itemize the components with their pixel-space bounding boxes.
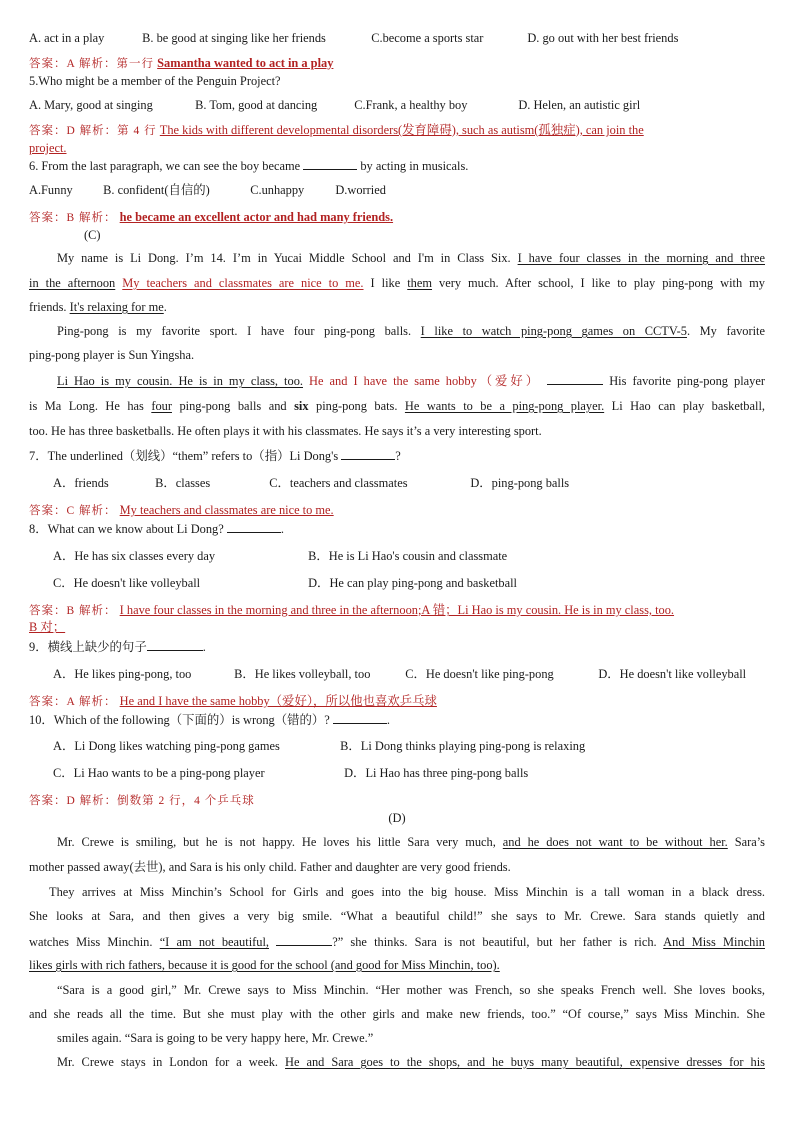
- passage-d-p2-line4: [29, 957, 765, 973]
- passage-d-p1-line2: mother passed away(去世), and Sara is his only child. Father and daughter are very good friends.: [29, 860, 511, 874]
- q8-option-c: C．He doesn't like volleyball: [53, 576, 201, 590]
- section-c-heading: (C): [84, 228, 101, 242]
- q10-option-c: C．Li Hao wants to be a ping-pong player: [53, 766, 265, 780]
- q5-answer-text2: project.: [29, 141, 67, 155]
- passage-d-underlined-shops: He and Sara goes to the shops, and he buys many beautiful, expensive dresses for his: [285, 1055, 765, 1069]
- q10-options-row1: [53, 738, 765, 754]
- passage-d-p4-line1: [29, 1054, 765, 1070]
- passage-d-p3-line1: “Sara is a good girl,” Mr. Crewe says to Miss Minchin. “Her mother was French, so she speaks French well. She loves books,: [57, 983, 765, 997]
- passage-c-text: Li Hao can play basketball,: [611, 399, 765, 413]
- q6-question-post: by acting in musicals.: [360, 159, 469, 173]
- q10-answer-blank[interactable]: [333, 711, 387, 724]
- q4-option-d: D. go out with her best friends: [527, 31, 679, 45]
- passage-c-text: . My favorite: [686, 324, 765, 338]
- q6-option-d: D.worried: [335, 183, 386, 197]
- q6-answer-prefix: 答案：B 解析：: [29, 212, 117, 224]
- passage-d-p2-line3: [29, 933, 765, 950]
- passage-c-p1-line2: [29, 275, 765, 291]
- q6-answer-text: he became an excellent actor and had many friends.: [119, 210, 394, 224]
- passage-c-text: ping-pong balls and: [179, 399, 287, 413]
- q5-answer: [29, 122, 765, 139]
- q8-answer-text1: I have four classes in the morning and three in the afternoon;A 错；Li Hao is my cousin. He is in my class, too.: [119, 603, 675, 617]
- q4-answer-text: Samantha wanted to act in a play: [157, 56, 334, 70]
- q9-answer: [29, 693, 765, 710]
- q10-options-row2: [53, 765, 765, 781]
- q5-option-d: D. Helen, an autistic girl: [518, 98, 641, 112]
- q8-answer-cont: [29, 619, 765, 635]
- passage-c-p3-line1: [29, 372, 765, 389]
- passage-c-underlined-four: four: [151, 399, 172, 413]
- q8-answer: [29, 602, 765, 619]
- passage-c-p3-line2: [29, 398, 765, 414]
- passage-d-underlined-minchin: And Miss Minchin: [663, 935, 765, 949]
- q9-option-d: D．He doesn't like volleyball: [598, 667, 747, 681]
- passage-d-p1-line1: [29, 834, 765, 850]
- q8-question-post: .: [280, 522, 284, 536]
- passage-c-underlined-classes: I have four classes in the morning and three: [517, 251, 765, 265]
- passage-c-p1-line3: friends. It's relaxing for me.: [29, 300, 167, 314]
- passage-c-hobby-red: He and I have the same hobby（爱好）: [309, 374, 542, 388]
- q7-answer-blank[interactable]: [341, 447, 395, 460]
- q4-option-b: B. be good at singing like her friends: [142, 31, 326, 45]
- passage-c-underlined-teachers: My teachers and classmates are nice to me.: [122, 276, 364, 290]
- q4-option-a: A. act in a play: [29, 31, 105, 45]
- q8-question-pre: 8．What can we know about Li Dong?: [29, 522, 224, 536]
- q5-answer-cont: [29, 140, 765, 156]
- passage-c-p1-line1: [29, 250, 765, 266]
- section-d-heading: (D): [388, 811, 406, 825]
- passage-c-text: His favorite ping-pong player: [609, 374, 765, 388]
- q9-question: [29, 638, 765, 655]
- q10-option-b: B．Li Dong thinks playing ping-pong is relaxing: [340, 739, 586, 753]
- q9-option-b: B．He likes volleyball, too: [234, 667, 371, 681]
- q6-answer: [29, 209, 765, 226]
- passage-d-p2-line2: She looks at Sara, and then gives a very big smile. “What a beautiful child!” she says to Mr. Crewe. Sara stands quietly and: [29, 909, 765, 923]
- passage-c-underlined-cousin: Li Hao is my cousin. He is in my class, too.: [57, 374, 303, 388]
- passage-d-underlined-without-her: and he does not want to be without her.: [502, 835, 728, 849]
- q4-answer-prefix: 答案：A 解析：第一行: [29, 58, 155, 70]
- q7-question-post: ?: [395, 449, 401, 463]
- passage-c-text: very much. After school, I like to play ping-pong with my: [439, 276, 765, 290]
- q5-option-c: C.Frank, a healthy boy: [354, 98, 468, 112]
- q6-option-a: A.Funny: [29, 183, 73, 197]
- passage-c-text: is Ma Long. He has: [29, 399, 144, 413]
- q6-answer-blank[interactable]: [303, 157, 357, 170]
- q5-option-b: B. Tom, good at dancing: [195, 98, 318, 112]
- q9-answer-prefix: 答案：A 解析：: [29, 696, 117, 708]
- q5-answer-text1: The kids with different developmental disorders(发育障碍), such as autism(孤独症), can join the: [159, 123, 644, 137]
- q9-option-c: C．He doesn't like ping-pong: [405, 667, 554, 681]
- passage-c-underlined-cctv: I like to watch ping-pong games on CCTV-5: [420, 324, 687, 338]
- q7-answer-text: My teachers and classmates are nice to me.: [119, 503, 334, 517]
- q8-option-d: D．He can play ping-pong and basketball: [308, 576, 517, 590]
- q4-option-c: C.become a sports star: [371, 31, 484, 45]
- passage-d-underlined-not-beautiful: “I am not beautiful,: [159, 935, 269, 949]
- q10-option-a: A．Li Dong likes watching ping-pong games: [53, 739, 280, 753]
- q9-option-a: A．He likes ping-pong, too: [53, 667, 192, 681]
- q7-answer-prefix: 答案：C 解析：: [29, 505, 117, 517]
- q6-option-b: B. confident(自信的): [103, 183, 210, 197]
- passage-c-text: My name is Li Dong. I’m 14. I’m in Yucai Middle School and I'm in Class Six.: [57, 251, 511, 265]
- passage-d-underlined-rich-fathers: likes girls with rich fathers, because it is good for the school (and good for Miss Minchin, too).: [29, 958, 500, 972]
- passage-d-p3-line3: smiles again. “Sara is going to be very happy here, Mr. Crewe.”: [57, 1031, 374, 1045]
- q7-option-b: B．classes: [155, 476, 211, 490]
- q10-answer: [29, 792, 765, 809]
- q7-option-d: D．ping-pong balls: [470, 476, 570, 490]
- q9-answer-text: He and I have the same hobby（爱好），所以他也喜欢乒乓球: [119, 694, 437, 708]
- q9-question-pre: 9．横线上缺少的句子: [29, 640, 147, 654]
- q8-options-row2: [53, 575, 765, 591]
- passage-d-p3-line2: and she reads all the time. But she must play with the other girls and make new friends, too.” “Of course,” says Miss Minchin. She: [29, 1007, 765, 1021]
- q6-option-c: C.unhappy: [250, 183, 305, 197]
- q8-answer-prefix: 答案：B 解析：: [29, 605, 117, 617]
- q9-options: [53, 666, 765, 682]
- q10-question: [29, 711, 765, 728]
- passage-d-text: Mr. Crewe stays in London for a week.: [57, 1055, 279, 1069]
- q5-option-a: A. Mary, good at singing: [29, 98, 153, 112]
- passage-d-text: watches Miss Minchin.: [29, 935, 153, 949]
- q7-options: [53, 475, 765, 491]
- passage-c-p2-line2: ping-pong player is Sun Yingsha.: [29, 348, 195, 362]
- passage-d-text: Sara’s: [734, 835, 765, 849]
- passage-d-text: ?” she thinks. Sara is not beautiful, but her father is rich.: [332, 935, 657, 949]
- q9-question-post: .: [202, 640, 206, 654]
- q7-question: [29, 447, 765, 464]
- q8-option-b: B．He is Li Hao's cousin and classmate: [308, 549, 508, 563]
- passage-c-underlined-afternoon: in the afternoon: [29, 276, 116, 290]
- q7-answer: [29, 502, 765, 519]
- passage-c-text: ping-pong bats.: [316, 399, 398, 413]
- q10-option-d: D．Li Hao has three ping-pong balls: [344, 766, 529, 780]
- q4-answer: [29, 55, 765, 72]
- q9-answer-blank[interactable]: [147, 638, 203, 651]
- passage-c-text: Ping-pong is my favorite sport. I have four ping-pong balls.: [57, 324, 412, 338]
- q8-options-row1: [53, 548, 765, 564]
- q6-question-pre: 6. From the last paragraph, we can see the boy became: [29, 159, 301, 173]
- q10-answer-text: 答案：D 解析：倒数第 2 行，4 个乒乓球: [29, 795, 255, 807]
- passage-c-text: friends.: [29, 300, 67, 314]
- q7-option-c: C．teachers and classmates: [269, 476, 408, 490]
- passage-c-p3-line3: too. He has three basketballs. He often plays it with his classmates. He says it’s a very interesting sport.: [29, 424, 542, 438]
- passage-c-text: I like: [370, 276, 401, 290]
- passage-d-blank[interactable]: [276, 933, 332, 946]
- q7-question-pre: 7．The underlined（划线）“them” refers to（指）Li Dong's: [29, 449, 339, 463]
- q8-option-a: A．He has six classes every day: [53, 549, 216, 563]
- passage-c-blank[interactable]: [547, 372, 603, 385]
- q5-answer-prefix: 答案：D 解析：第 4 行: [29, 125, 157, 137]
- q8-answer-blank[interactable]: [227, 520, 281, 533]
- passage-d-text: Mr. Crewe is smiling, but he is not happy. He loves his little Sara very much,: [57, 835, 496, 849]
- q4-options: [29, 30, 765, 46]
- q10-question-pre: 10．Which of the following（下面的）is wrong（错的）?: [29, 713, 330, 727]
- q8-answer-text2: B 对；: [29, 620, 66, 634]
- q7-option-a: A．friends: [53, 476, 109, 490]
- passage-c-bold-six: six: [294, 399, 309, 413]
- passage-c-underlined-relaxing: It's relaxing for me: [69, 300, 164, 314]
- passage-c-underlined-them: them: [407, 276, 433, 290]
- q6-options: [29, 182, 765, 198]
- passage-c-underlined-player: He wants to be a ping-pong player.: [404, 399, 605, 413]
- passage-d-p2-line1: They arrives at Miss Minchin’s School for Girls and goes into the big house. Miss Minchin is a tall woman in a black dress.: [49, 885, 765, 899]
- q6-question: [29, 157, 765, 174]
- q8-question: [29, 520, 765, 537]
- q5-question: 5.Who might be a member of the Penguin Project?: [29, 74, 281, 88]
- q10-question-post: .: [386, 713, 390, 727]
- q5-options: [29, 97, 765, 113]
- passage-c-p2-line1: [29, 323, 765, 339]
